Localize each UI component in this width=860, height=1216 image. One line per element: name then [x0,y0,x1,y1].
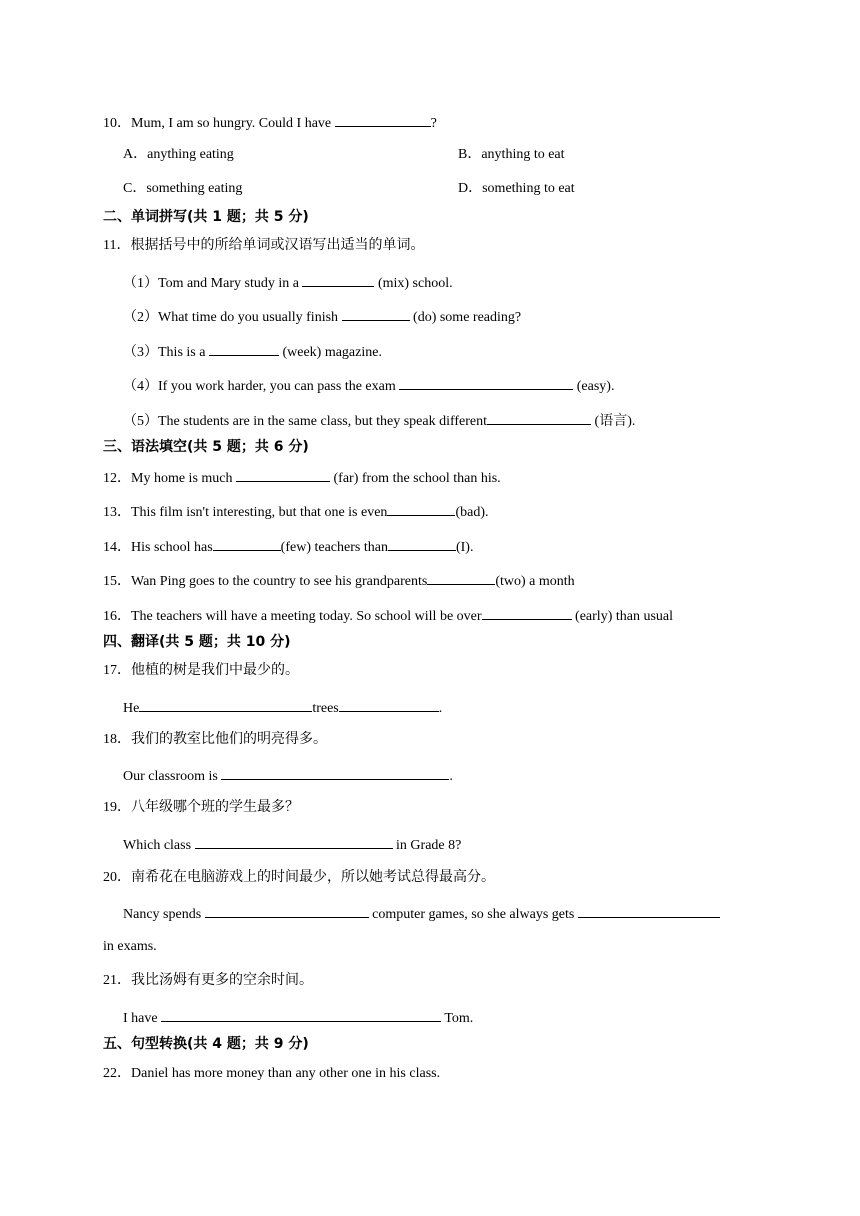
q16-blank[interactable] [482,605,572,620]
q19-text: Which class [123,838,195,853]
q17-middle: trees [312,701,339,716]
q21-chinese: 21．我比汤姆有更多的空余时间。 [103,973,313,988]
q11-item-5-blank[interactable] [487,410,591,425]
q17-text: He [123,701,140,716]
q17-answer-line [123,697,442,718]
q11-item-3-text: （3）This is a [123,345,209,360]
q17-chinese: 17．他植的树是我们中最少的。 [103,663,299,678]
q15 [103,570,575,591]
q14-middle: (few) teachers than [280,540,388,555]
q11-item-1 [123,272,453,293]
q21-text: I have [123,1011,162,1026]
q21-blank[interactable] [161,1007,441,1022]
q17-blank-2[interactable] [339,697,439,712]
q16 [103,605,673,626]
section-3-title: 三、语法填空(共 5 题；共 6 分) [103,439,309,455]
q19-blank[interactable] [195,834,393,849]
q20-text: Nancy spends [123,907,205,922]
q11-item-2-blank[interactable] [342,306,410,321]
q20-answer-line [123,903,720,924]
q10-option-d[interactable]: D．something to eat [458,181,575,196]
q21-answer-line [123,1007,473,1028]
q11-item-2 [123,306,521,327]
q20-middle: computer games, so she always gets [368,907,578,922]
q16-end: (early) than usual [571,609,674,624]
q22-stem: 22．Daniel has more money than any other one in his class. [103,1066,441,1081]
q17-blank-1[interactable] [139,697,312,712]
q15-end: (two) a month [495,574,575,589]
q18-answer-line [123,765,453,786]
q19-end: in Grade 8? [392,838,462,853]
q16-text: 16．The teachers will have a meeting today. So school will be over [103,609,482,624]
q11-item-4 [123,375,614,396]
q20-blank-2[interactable] [578,903,720,918]
q13-text: 13．This film isn't interesting, but that one is even [103,505,388,520]
q11-item-2-text: （2）What time do you usually finish [123,310,342,325]
q12 [103,467,501,488]
q11-item-1-end: (mix) school. [374,276,453,291]
q11-item-5-text: （5）The students are in the same class, but they speak different [123,414,488,429]
q11-item-1-blank[interactable] [302,272,374,287]
q13-blank[interactable] [387,501,455,516]
section-4-title: 四、翻译(共 5 题；共 10 分) [103,634,291,650]
q14-end: (I). [455,540,474,555]
q15-text: 15．Wan Ping goes to the country to see his grandparents [103,574,428,589]
q18-end: . [449,769,453,784]
q20-answer-line-2: in exams. [103,939,157,954]
q19-answer-line [123,834,461,855]
q13-end: (bad). [455,505,489,520]
q18-blank[interactable] [221,765,449,780]
q14-blank-2[interactable] [388,536,456,551]
q12-text: 12．My home is much [103,471,236,486]
q12-blank[interactable] [236,467,330,482]
q15-blank[interactable] [427,570,495,585]
q10-option-a[interactable]: A．anything eating [123,147,234,162]
q11-stem: 11．根据括号中的所给单词或汉语写出适当的单词。 [103,238,425,253]
q11-item-3-blank[interactable] [209,341,279,356]
q21-end: Tom. [441,1011,474,1026]
q12-end: (far) from the school than his. [330,471,501,486]
q10-stem-end: ? [430,116,437,131]
q14-blank-1[interactable] [213,536,281,551]
q19-chinese: 19．八年级哪个班的学生最多？ [103,800,299,815]
q11-item-4-text: （4）If you work harder, you can pass the exam [123,379,400,394]
q11-item-4-end: (easy). [573,379,615,394]
q11-item-2-end: (do) some reading? [409,310,522,325]
section-2-title: 二、单词拼写(共 1 题；共 5 分) [103,209,309,225]
q18-chinese: 18．我们的教室比他们的明亮得多。 [103,732,327,747]
q18-text: Our classroom is [123,769,222,784]
q11-item-5-end: (语言). [591,414,636,429]
q11-item-1-text: （1）Tom and Mary study in a [123,276,303,291]
q14-text: 14．His school has [103,540,213,555]
q17-end: . [438,701,443,716]
q20-blank-1[interactable] [205,903,369,918]
q11-item-3 [123,341,382,362]
q10-stem [103,112,437,133]
section-5-title: 五、句型转换(共 4 题；共 9 分) [103,1036,309,1052]
q14 [103,536,473,557]
q10-option-c[interactable]: C．something eating [123,181,243,196]
q20-chinese: 20．南希花在电脑游戏上的时间最少，所以她考试总得最高分。 [103,870,495,885]
q10-option-b[interactable]: B．anything to eat [458,147,565,162]
q13 [103,501,488,522]
q10-blank[interactable] [335,112,431,127]
q10-stem-text: 10．Mum, I am so hungry. Could I have [103,116,335,131]
q11-item-5 [123,410,635,431]
q11-item-4-blank[interactable] [399,375,573,390]
q11-item-3-end: (week) magazine. [278,345,382,360]
